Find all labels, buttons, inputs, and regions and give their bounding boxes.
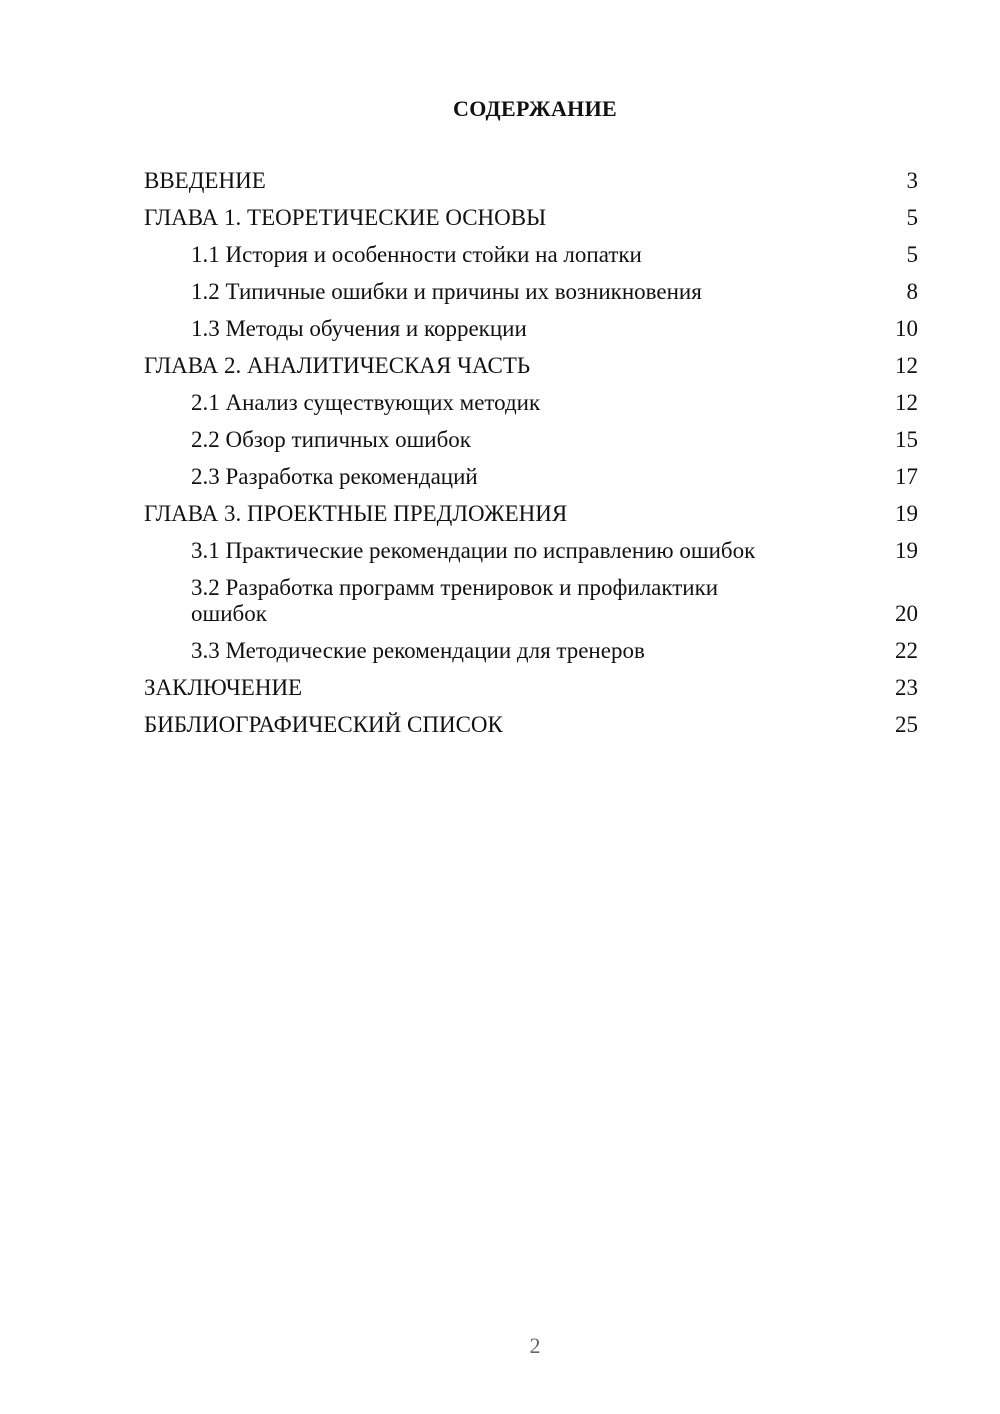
toc-entry-page: 19	[895, 501, 918, 526]
toc-entry-introduction[interactable]	[144, 168, 918, 194]
page-number: 2	[529, 1333, 541, 1358]
toc-entry-label: 2.1 Анализ существующих методик	[191, 390, 541, 415]
toc-entry-label: 1.1 История и особенности стойки на лопатки	[191, 242, 642, 267]
toc-entry-section-2-1[interactable]	[144, 390, 918, 416]
toc-entry-page: 15	[895, 427, 918, 452]
toc-entry-page: 20	[895, 601, 918, 626]
toc-entry-section-2-2[interactable]	[144, 427, 918, 453]
toc-entry-label: ГЛАВА 2. АНАЛИТИЧЕСКАЯ ЧАСТЬ	[144, 353, 531, 378]
toc-entry-section-1-2[interactable]	[144, 279, 918, 305]
toc-entry-label: 3.3 Методические рекомендации для тренеров	[191, 638, 645, 663]
toc-entry-page: 22	[895, 638, 918, 663]
toc-entry-section-3-3[interactable]	[144, 638, 918, 664]
toc-entry-label: ГЛАВА 1. ТЕОРЕТИЧЕСКИЕ ОСНОВЫ	[144, 205, 547, 230]
toc-entry-label: 3.2 Разработка программ тренировок и профилактики ошибок	[191, 575, 719, 626]
toc-entry-label: 1.3 Методы обучения и коррекции	[191, 316, 527, 341]
toc-entry-label: 2.2 Обзор типичных ошибок	[191, 427, 471, 452]
toc-entry-page: 3	[906, 168, 918, 193]
toc-entry-section-3-1[interactable]	[144, 538, 918, 564]
toc-entry-bibliography[interactable]	[144, 712, 918, 738]
toc-entry-page: 5	[906, 242, 918, 267]
toc-entry-label: ВВЕДЕНИЕ	[144, 168, 266, 193]
toc-entry-section-2-3[interactable]	[144, 464, 918, 490]
toc-entry-label: 1.2 Типичные ошибки и причины их возникновения	[191, 279, 702, 304]
toc-entry-label: БИБЛИОГРАФИЧЕСКИЙ СПИСОК	[144, 712, 503, 737]
toc-entry-page: 17	[895, 464, 918, 489]
toc-entry-section-3-2[interactable]	[144, 575, 918, 627]
toc-entry-label: ЗАКЛЮЧЕНИЕ	[144, 675, 303, 700]
toc-entry-page: 12	[895, 390, 918, 415]
toc-entry-section-1-3[interactable]	[144, 316, 918, 342]
toc-entry-conclusion[interactable]	[144, 675, 918, 701]
toc-entry-label: ГЛАВА 3. ПРОЕКТНЫЕ ПРЕДЛОЖЕНИЯ	[144, 501, 568, 526]
toc-entry-page: 8	[906, 279, 918, 304]
toc-entry-chapter-1[interactable]	[144, 205, 918, 231]
toc-entry-page: 10	[895, 316, 918, 341]
table-of-contents	[144, 168, 918, 749]
toc-entry-page: 23	[895, 675, 918, 700]
toc-entry-label: 2.3 Разработка рекомендаций	[191, 464, 478, 489]
toc-entry-chapter-2[interactable]	[144, 353, 918, 379]
toc-entry-page: 19	[895, 538, 918, 563]
page-title: СОДЕРЖАНИЕ	[453, 96, 617, 121]
toc-entry-page: 12	[895, 353, 918, 378]
toc-entry-label: 3.1 Практические рекомендации по исправлению ошибок	[191, 538, 756, 563]
toc-entry-chapter-3[interactable]	[144, 501, 918, 527]
toc-entry-page: 5	[906, 205, 918, 230]
toc-entry-section-1-1[interactable]	[144, 242, 918, 268]
toc-entry-page: 25	[895, 712, 918, 737]
